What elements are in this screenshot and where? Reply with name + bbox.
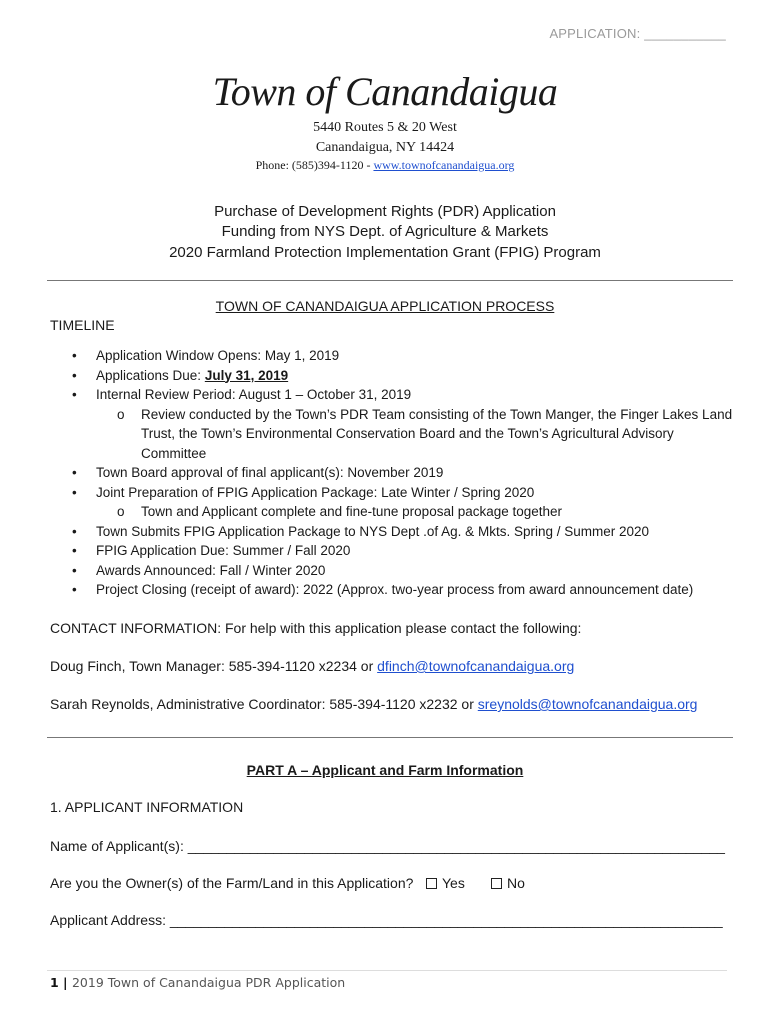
list-item <box>50 385 740 405</box>
list-item-text: Awards Announced: Fall / Winter 2020 <box>96 562 326 578</box>
list-item <box>50 541 740 561</box>
applicant-address-field[interactable]: Applicant Address: _______________________________________________________________________ <box>50 912 723 928</box>
list-item <box>50 502 740 522</box>
process-heading: TOWN OF CANANDAIGUA APPLICATION PROCESS <box>215 298 555 314</box>
owner-question <box>50 875 413 891</box>
page-footer <box>50 975 345 990</box>
yes-checkbox-option[interactable] <box>426 875 465 891</box>
list-item-text: Town Board approval of final applicant(s): November 2019 <box>96 465 444 480</box>
title-line-1: Purchase of Development Rights (PDR) Application <box>214 203 556 220</box>
no-label: No <box>507 875 525 891</box>
page-number: 1 <box>50 975 59 990</box>
bullet-icon: • <box>72 348 77 363</box>
bullet-icon: • <box>72 562 77 578</box>
bullet-icon: • <box>72 582 77 597</box>
list-item <box>50 522 740 542</box>
website-link[interactable]: www.townofcanandaigua.org <box>373 158 515 172</box>
contact-person-1 <box>50 658 574 674</box>
footer-doc-title: 2019 Town of Canandaigua PDR Application <box>71 975 346 990</box>
sub-bullet-icon: o <box>117 406 125 422</box>
applicant-name-field[interactable]: Name of Applicant(s): _____________________________________________________________________ <box>50 838 725 854</box>
bullet-icon: • <box>72 523 77 539</box>
contact-person-1-text: Doug Finch, Town Manager: 585-394-1120 x2234 or <box>50 658 378 674</box>
list-item-text: Application Window Opens: May 1, 2019 <box>96 348 340 363</box>
contact-email-2-link[interactable]: sreynolds@townofcanandaigua.org <box>477 696 698 712</box>
yes-label: Yes <box>442 875 465 891</box>
no-checkbox[interactable] <box>491 878 502 889</box>
part-a-heading: PART A – Applicant and Farm Information <box>246 762 524 778</box>
bullet-icon: • <box>72 387 77 402</box>
address-line-2: Canandaigua, NY 14424 <box>315 140 455 155</box>
divider <box>47 737 733 738</box>
footer-separator: | <box>58 975 72 990</box>
list-item-text: Joint Preparation of FPIG Application Package: Late Winter / Spring 2020 <box>96 484 535 500</box>
phone-text: Phone: (585)394-1120 - <box>255 158 374 172</box>
list-item-text: Project Closing (receipt of award): 2022 (Approx. two-year process from award announcement date) <box>96 582 694 597</box>
contact-email-1-link[interactable]: dfinch@townofcanandaigua.org <box>377 658 575 674</box>
application-number-label: APPLICATION: ___________ <box>549 26 726 41</box>
list-item-text: Town and Applicant complete and fine-tune proposal package together <box>141 504 563 519</box>
divider <box>47 280 733 281</box>
bullet-icon: • <box>72 543 77 558</box>
contact-intro: CONTACT INFORMATION: For help with this application please contact the following: <box>50 620 582 636</box>
timeline-list <box>50 346 740 600</box>
list-item-text: Applications Due: <box>96 367 205 383</box>
list-item <box>50 483 740 503</box>
section-1-heading: 1. APPLICANT INFORMATION <box>50 799 244 815</box>
bullet-icon: • <box>72 484 77 500</box>
yes-checkbox[interactable] <box>426 878 437 889</box>
timeline-label: TIMELINE <box>50 317 115 333</box>
title-line-3: 2020 Farmland Protection Implementation Grant (FPIG) Program <box>169 244 601 261</box>
bullet-icon: • <box>72 367 77 383</box>
list-item-text: Town Submits FPIG Application Package to NYS Dept .of Ag. & Mkts. Spring / Summer 2020 <box>96 523 650 539</box>
no-checkbox-option[interactable] <box>491 875 525 891</box>
list-item-text: Internal Review Period: August 1 – October 31, 2019 <box>96 387 412 402</box>
footer-divider <box>47 970 727 971</box>
sub-bullet-icon: o <box>117 504 125 519</box>
list-item <box>50 561 740 581</box>
list-item-text: Review conducted by the Town’s PDR Team consisting of the Town Manger, the Finger Lakes Land Trust, the Town’s Environmental Conservation Board and the Town’s Agricultural Advisory Committee <box>141 406 733 461</box>
contact-person-2 <box>50 696 697 712</box>
due-date: July 31, 2019 <box>204 367 289 383</box>
owner-question-text: Are you the Owner(s) of the Farm/Land in this Application? <box>50 875 414 891</box>
list-item-text: FPIG Application Due: Summer / Fall 2020 <box>96 543 351 558</box>
phone-website-line <box>0 158 770 173</box>
list-item <box>50 346 740 366</box>
list-item <box>50 405 740 464</box>
list-item <box>50 463 740 483</box>
title-line-2: Funding from NYS Dept. of Agriculture & Markets <box>221 223 549 240</box>
address-line-1: 5440 Routes 5 & 20 West <box>313 120 457 135</box>
bullet-icon: • <box>72 465 77 480</box>
contact-person-2-text: Sarah Reynolds, Administrative Coordinator: 585-394-1120 x2232 or <box>50 696 478 712</box>
list-item <box>50 366 740 386</box>
town-logo-text: Town of Canandaigua <box>212 69 558 114</box>
list-item <box>50 580 740 600</box>
